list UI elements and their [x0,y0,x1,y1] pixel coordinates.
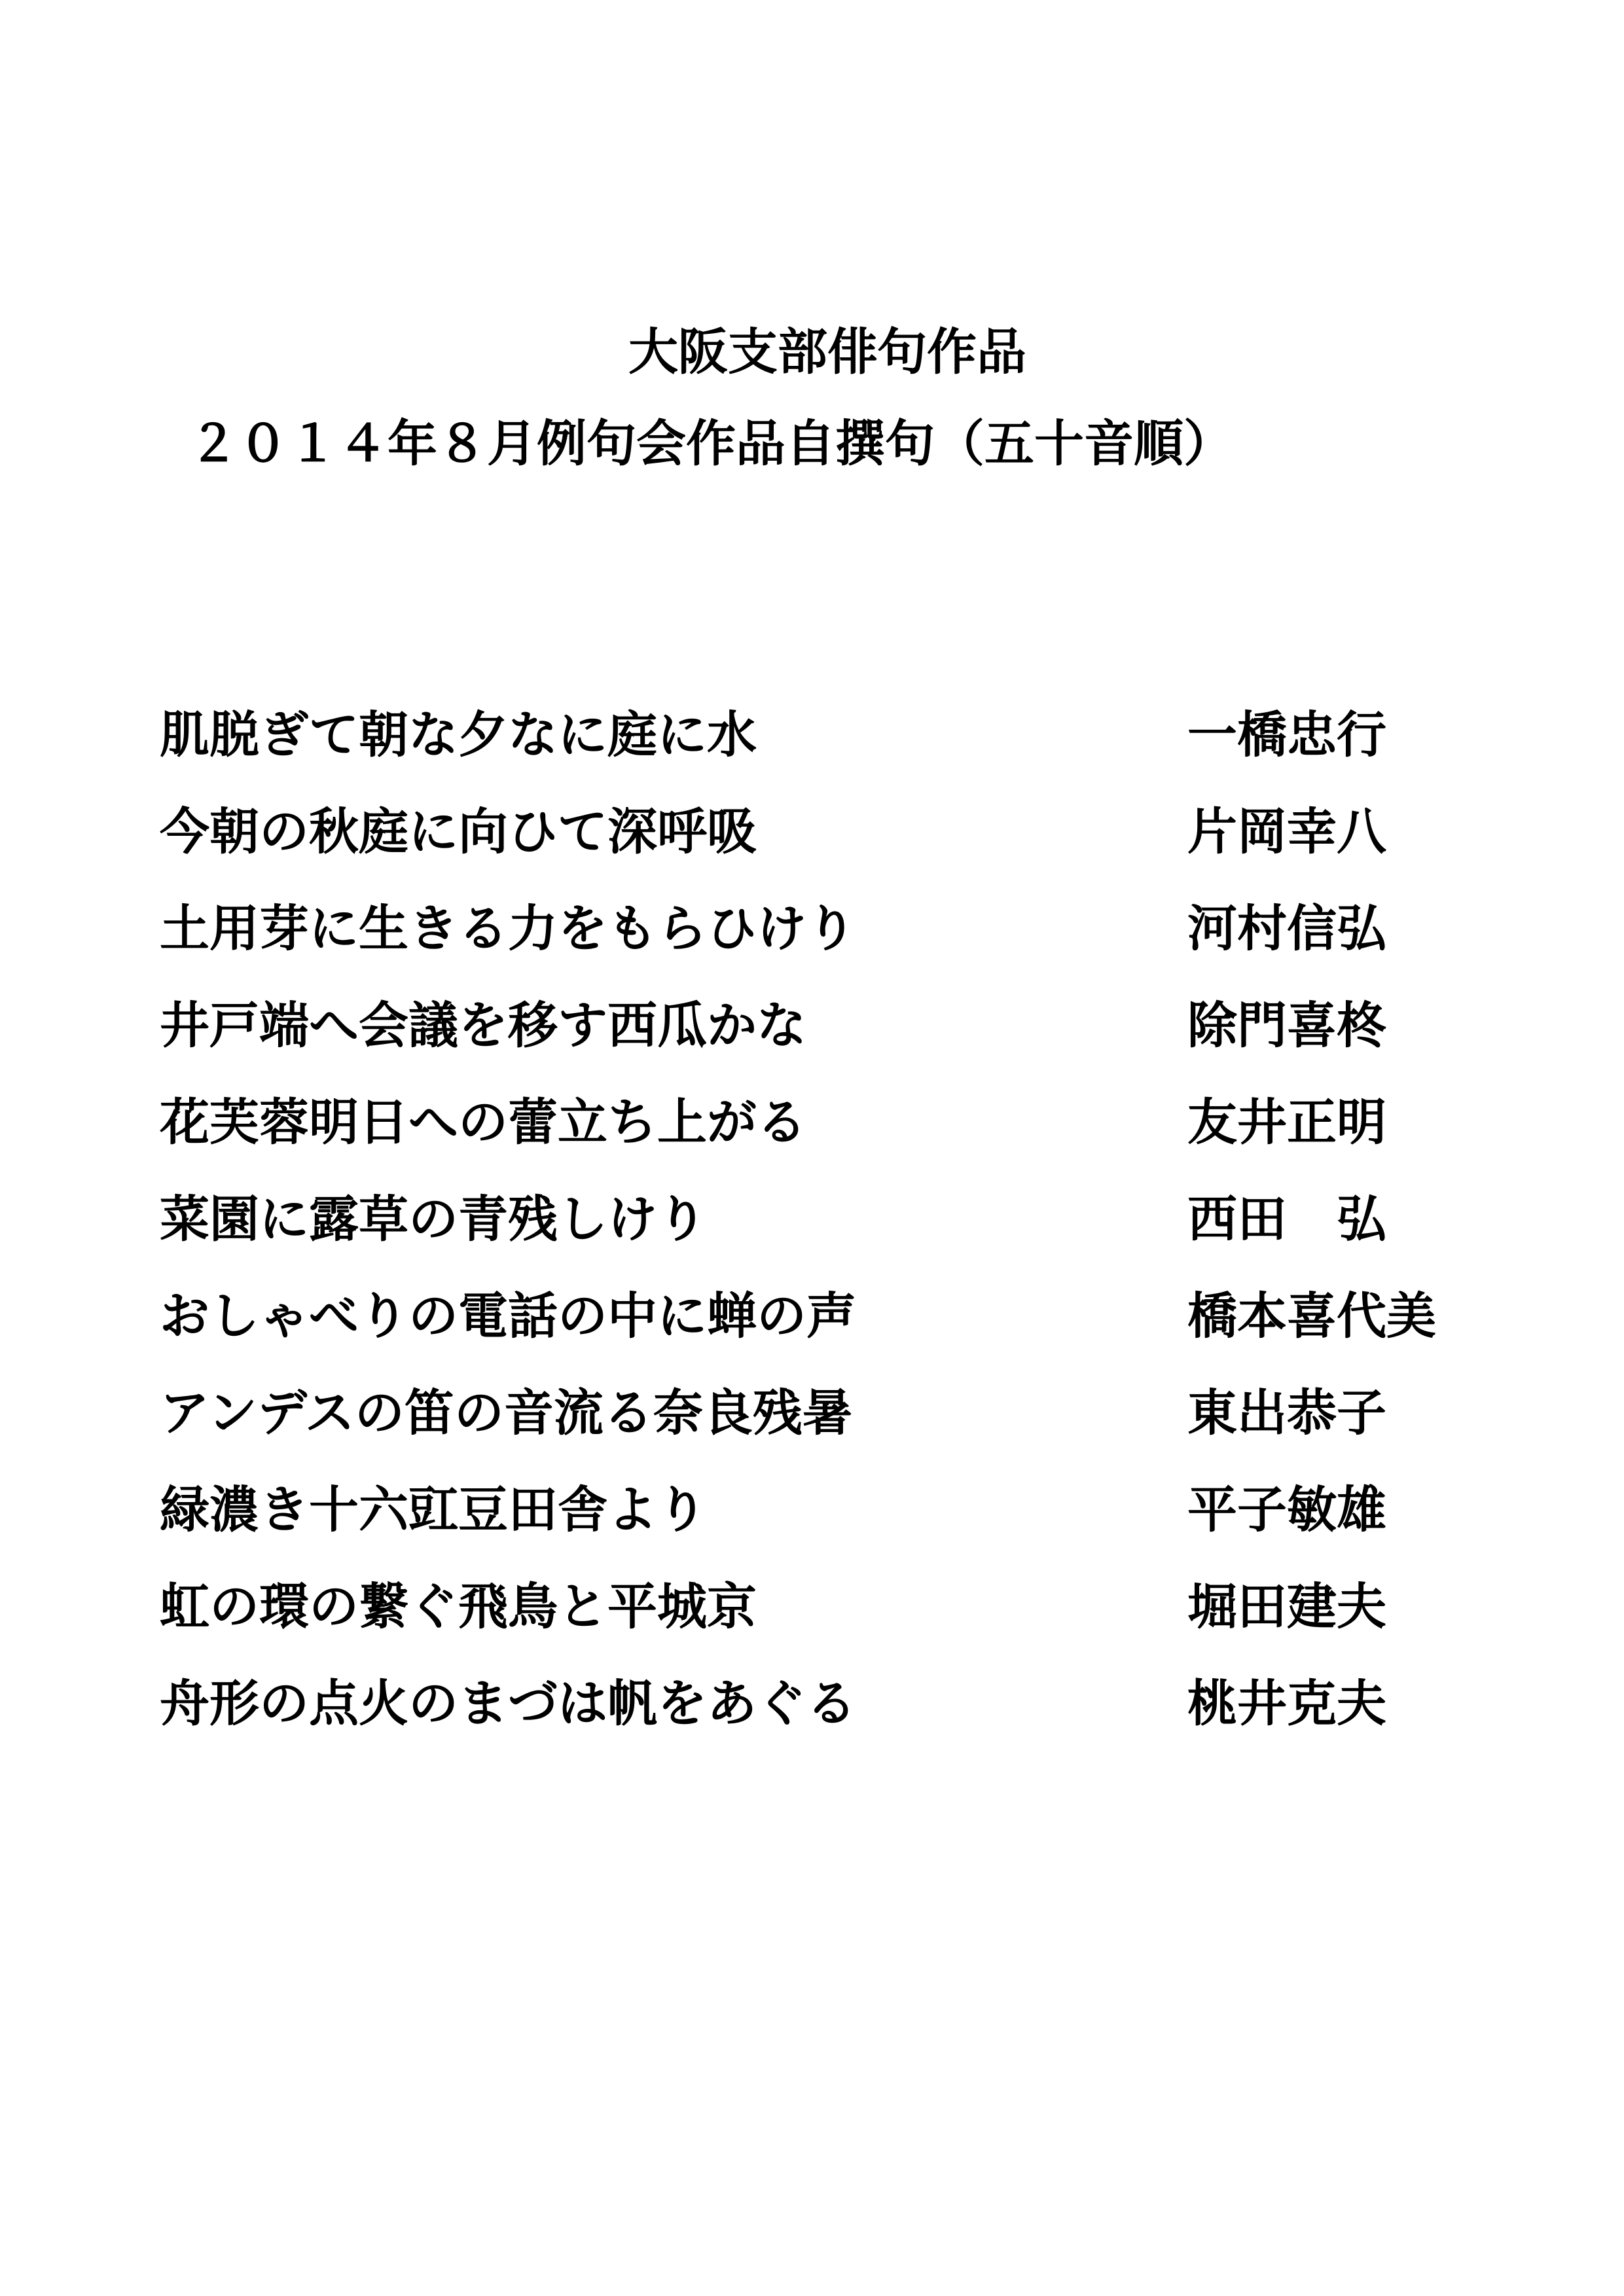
haiku-author: 西田 弘 [1187,1190,1386,1248]
haiku-row [160,799,1534,896]
haiku-author: 除門喜柊 [1187,996,1386,1054]
haiku-row [160,1477,1534,1574]
haiku-text: 虹の環の繋ぐ飛鳥と平城京 [160,1577,757,1636]
haiku-text: 今朝の秋庭に向ひて深呼吸 [160,802,757,861]
haiku-text: 舟形の点火のまづは帆をあぐる [160,1674,856,1732]
haiku-author: 河村信弘 [1187,899,1386,958]
haiku-author: 友井正明 [1187,1093,1386,1151]
haiku-text: 菜園に露草の青残しけり [160,1190,707,1248]
haiku-list [160,702,1534,1768]
haiku-text: アンデスの笛の音流る奈良残暑 [160,1384,852,1442]
document-subtitle: ２０１４年８月例句会作品自撰句（五十音順） [189,414,1233,473]
haiku-author: 東出恭子 [1187,1384,1386,1442]
haiku-author: 橋本喜代美 [1187,1287,1436,1345]
haiku-author: 平子敏雄 [1187,1480,1386,1539]
haiku-row [160,896,1534,993]
haiku-author: 堀田建夫 [1187,1577,1386,1636]
haiku-author: 一橋忠行 [1187,706,1386,764]
haiku-text: 井戸端へ会議を移す西瓜かな [160,996,806,1054]
haiku-row [160,993,1534,1090]
haiku-row [160,1283,1534,1380]
haiku-row [160,1671,1534,1768]
haiku-text: 肌脱ぎて朝な夕なに庭に水 [160,706,757,764]
document-title: 大阪支部俳句作品 [628,323,1026,381]
haiku-row [160,702,1534,799]
haiku-text: 緑濃き十六豇豆田舎より [160,1480,707,1539]
haiku-row [160,1574,1534,1671]
haiku-row [160,1380,1534,1477]
haiku-text: おしゃべりの電話の中に蝉の声 [160,1287,856,1345]
haiku-text: 花芙蓉明日への蕾立ち上がる [160,1093,806,1151]
haiku-text: 土用芽に生きる力をもらひけり [160,899,856,958]
haiku-row [160,1090,1534,1187]
haiku-author: 桃井克夫 [1187,1674,1386,1732]
haiku-author: 片岡幸八 [1187,802,1386,861]
haiku-row [160,1187,1534,1283]
